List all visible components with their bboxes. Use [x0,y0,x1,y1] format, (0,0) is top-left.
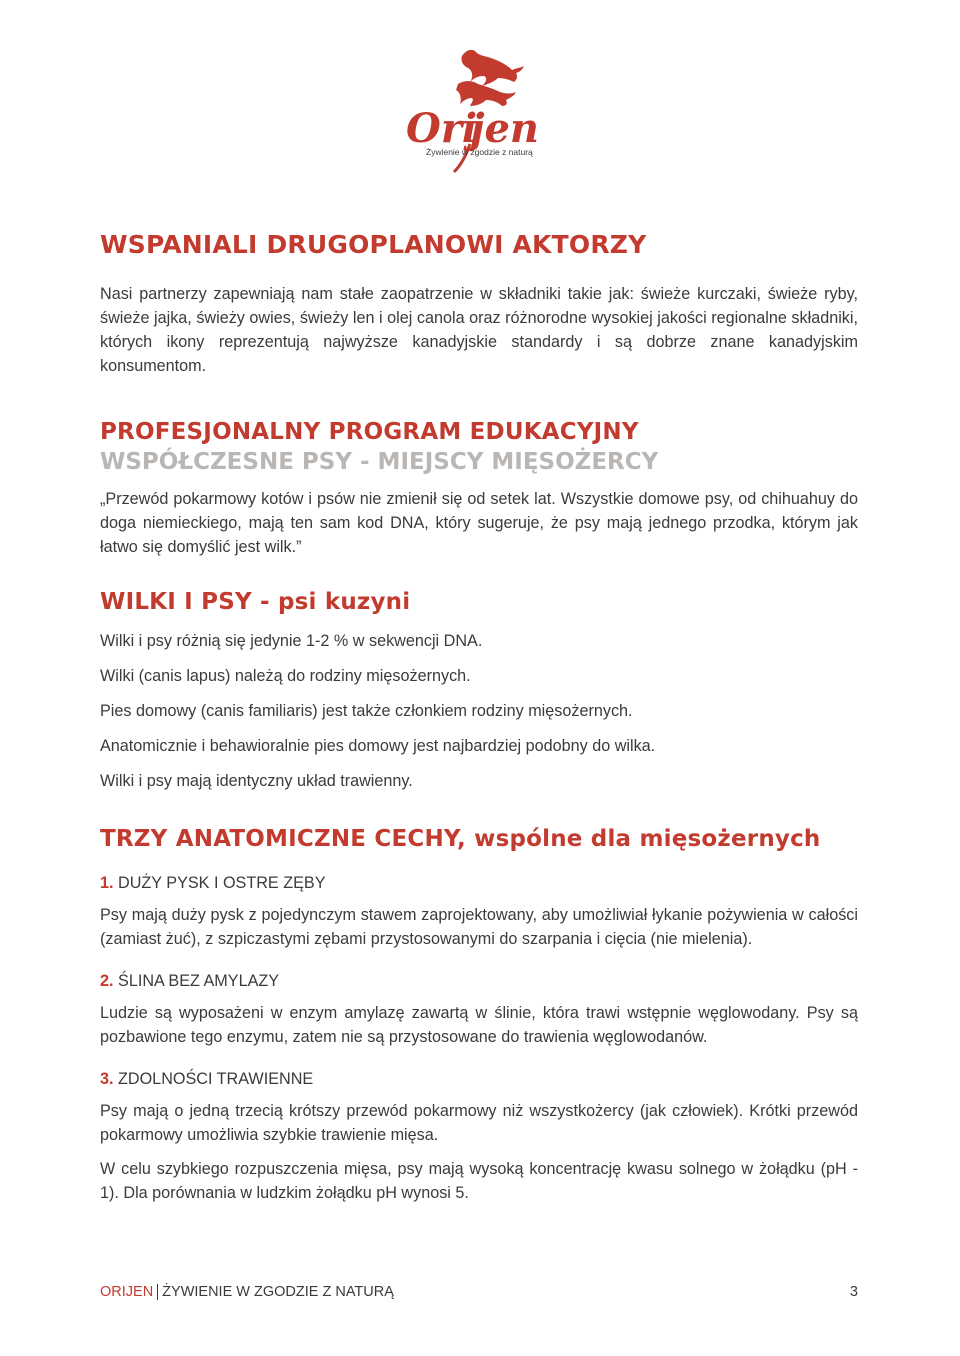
wolves-fact: Pies domowy (canis familiaris) jest także członkiem rodziny mięsożernych. [100,702,633,720]
page-content [100,228,858,1205]
orijen-logo [400,42,550,177]
wolves-fact: Wilki i psy mają identyczny układ trawienny. [100,772,413,790]
trait-title-text: ŚLINA BEZ AMYLAZY [118,972,280,990]
trait-paragraph: Ludzie są wyposażeni w enzym amylazę zawartą w ślinie, która trawi wstępnie węglowodany. Psy są pozbawione tego enzymu, zatem nie są przystosowane do trawienia węglowodanów. [100,1004,858,1046]
wolves-fact: Wilki i psy różnią się jedynie 1-2 % w sekwencji DNA. [100,632,483,650]
trait-number: 3. [100,1070,114,1088]
svg-text:jen: jen [470,105,540,152]
section-subheading-program: WSPÓŁCZESNE PSY - MIEJSCY MIĘSOŻERCY [100,449,659,475]
trait-paragraph: Psy mają duży pysk z pojedynczym stawem zaprojektowany, aby umożliwiał łykanie pożywienia w całości (zamiast żuć), z szpiczastymi zębami przystosowanymi do szarpania i cięcia (nie mielenia). [100,906,858,948]
section-heading-program: PROFESJONALNY PROGRAM EDUKACYJNY [100,419,639,445]
trait-number: 1. [100,874,114,892]
trait-title-text: DUŻY PYSK I OSTRE ZĘBY [118,874,326,892]
footer-tagline: ŻYWIENIE W ZGODZIE Z NATURĄ [162,1284,394,1300]
trait-number: 2. [100,972,114,990]
wolves-fact: Anatomicznie i behawioralnie pies domowy jest najbardziej podobny do wilka. [100,737,656,755]
wolves-fact: Wilki (canis lapus) należą do rodziny mięsożernych. [100,667,471,685]
page-footer [100,1282,858,1302]
trait-title-2 [100,969,858,993]
trait-title-1 [100,871,858,895]
trait-paragraph: W celu szybkiego rozpuszczenia mięsa, psy mają wysoką koncentrację kwasu solnego w żołądku (pH - 1). Dla porównania w ludzkim żołądku pH wynosi 5. [100,1160,858,1202]
section-heading-wolves: WILKI I PSY - psi kuzyni [100,589,411,615]
page-number: 3 [849,1284,858,1300]
supporting-paragraph: Nasi partnerzy zapewniają nam stałe zaopatrzenie w składniki takie jak: świeże kurczaki, świeże ryby, świeże jajka, świeży owies, świeży len i olej canola oraz różnorodne wysokiej jakości regionalne składniki, których ikony reprezentują najwyższe kanadyjskie standardy i są dobrze znane kanadyjskim konsumentom. [100,285,858,375]
wolves-facts-list [100,629,858,793]
footer-divider [157,1284,158,1300]
trait-paragraph: Psy mają o jedną trzecią krótszy przewód pokarmowy niż wszystkożercy (jak człowiek). Krótki przewód pokarmowy umożliwia szybkie trawienie mięsa. [100,1102,858,1144]
trait-title-text: ZDOLNOŚCI TRAWIENNE [118,1070,314,1088]
trait-title-3 [100,1067,858,1091]
section-heading-supporting: WSPANIALI DRUGOPLANOWI AKTORZY [100,230,647,259]
section-heading-traits: TRZY ANATOMICZNE CECHY, wspólne dla mięsożernych [100,826,821,852]
program-quote: „Przewód pokarmowy kotów i psów nie zmienił się od setek lat. Wszystkie domowe psy, od chihuahuy do doga niemieckiego, mają ten sam kod DNA, który sugeruje, że psy mają jednego przodka, którym jak łatwo się domyślić jest wilk.” [100,490,858,556]
svg-text:Żywienie w zgodzie z naturą: Żywienie w zgodzie z naturą [426,147,533,157]
orijen-logo-graphic [400,42,550,177]
footer-brand: ORIJEN [100,1284,154,1300]
svg-text:Ori: Ori [406,105,478,152]
